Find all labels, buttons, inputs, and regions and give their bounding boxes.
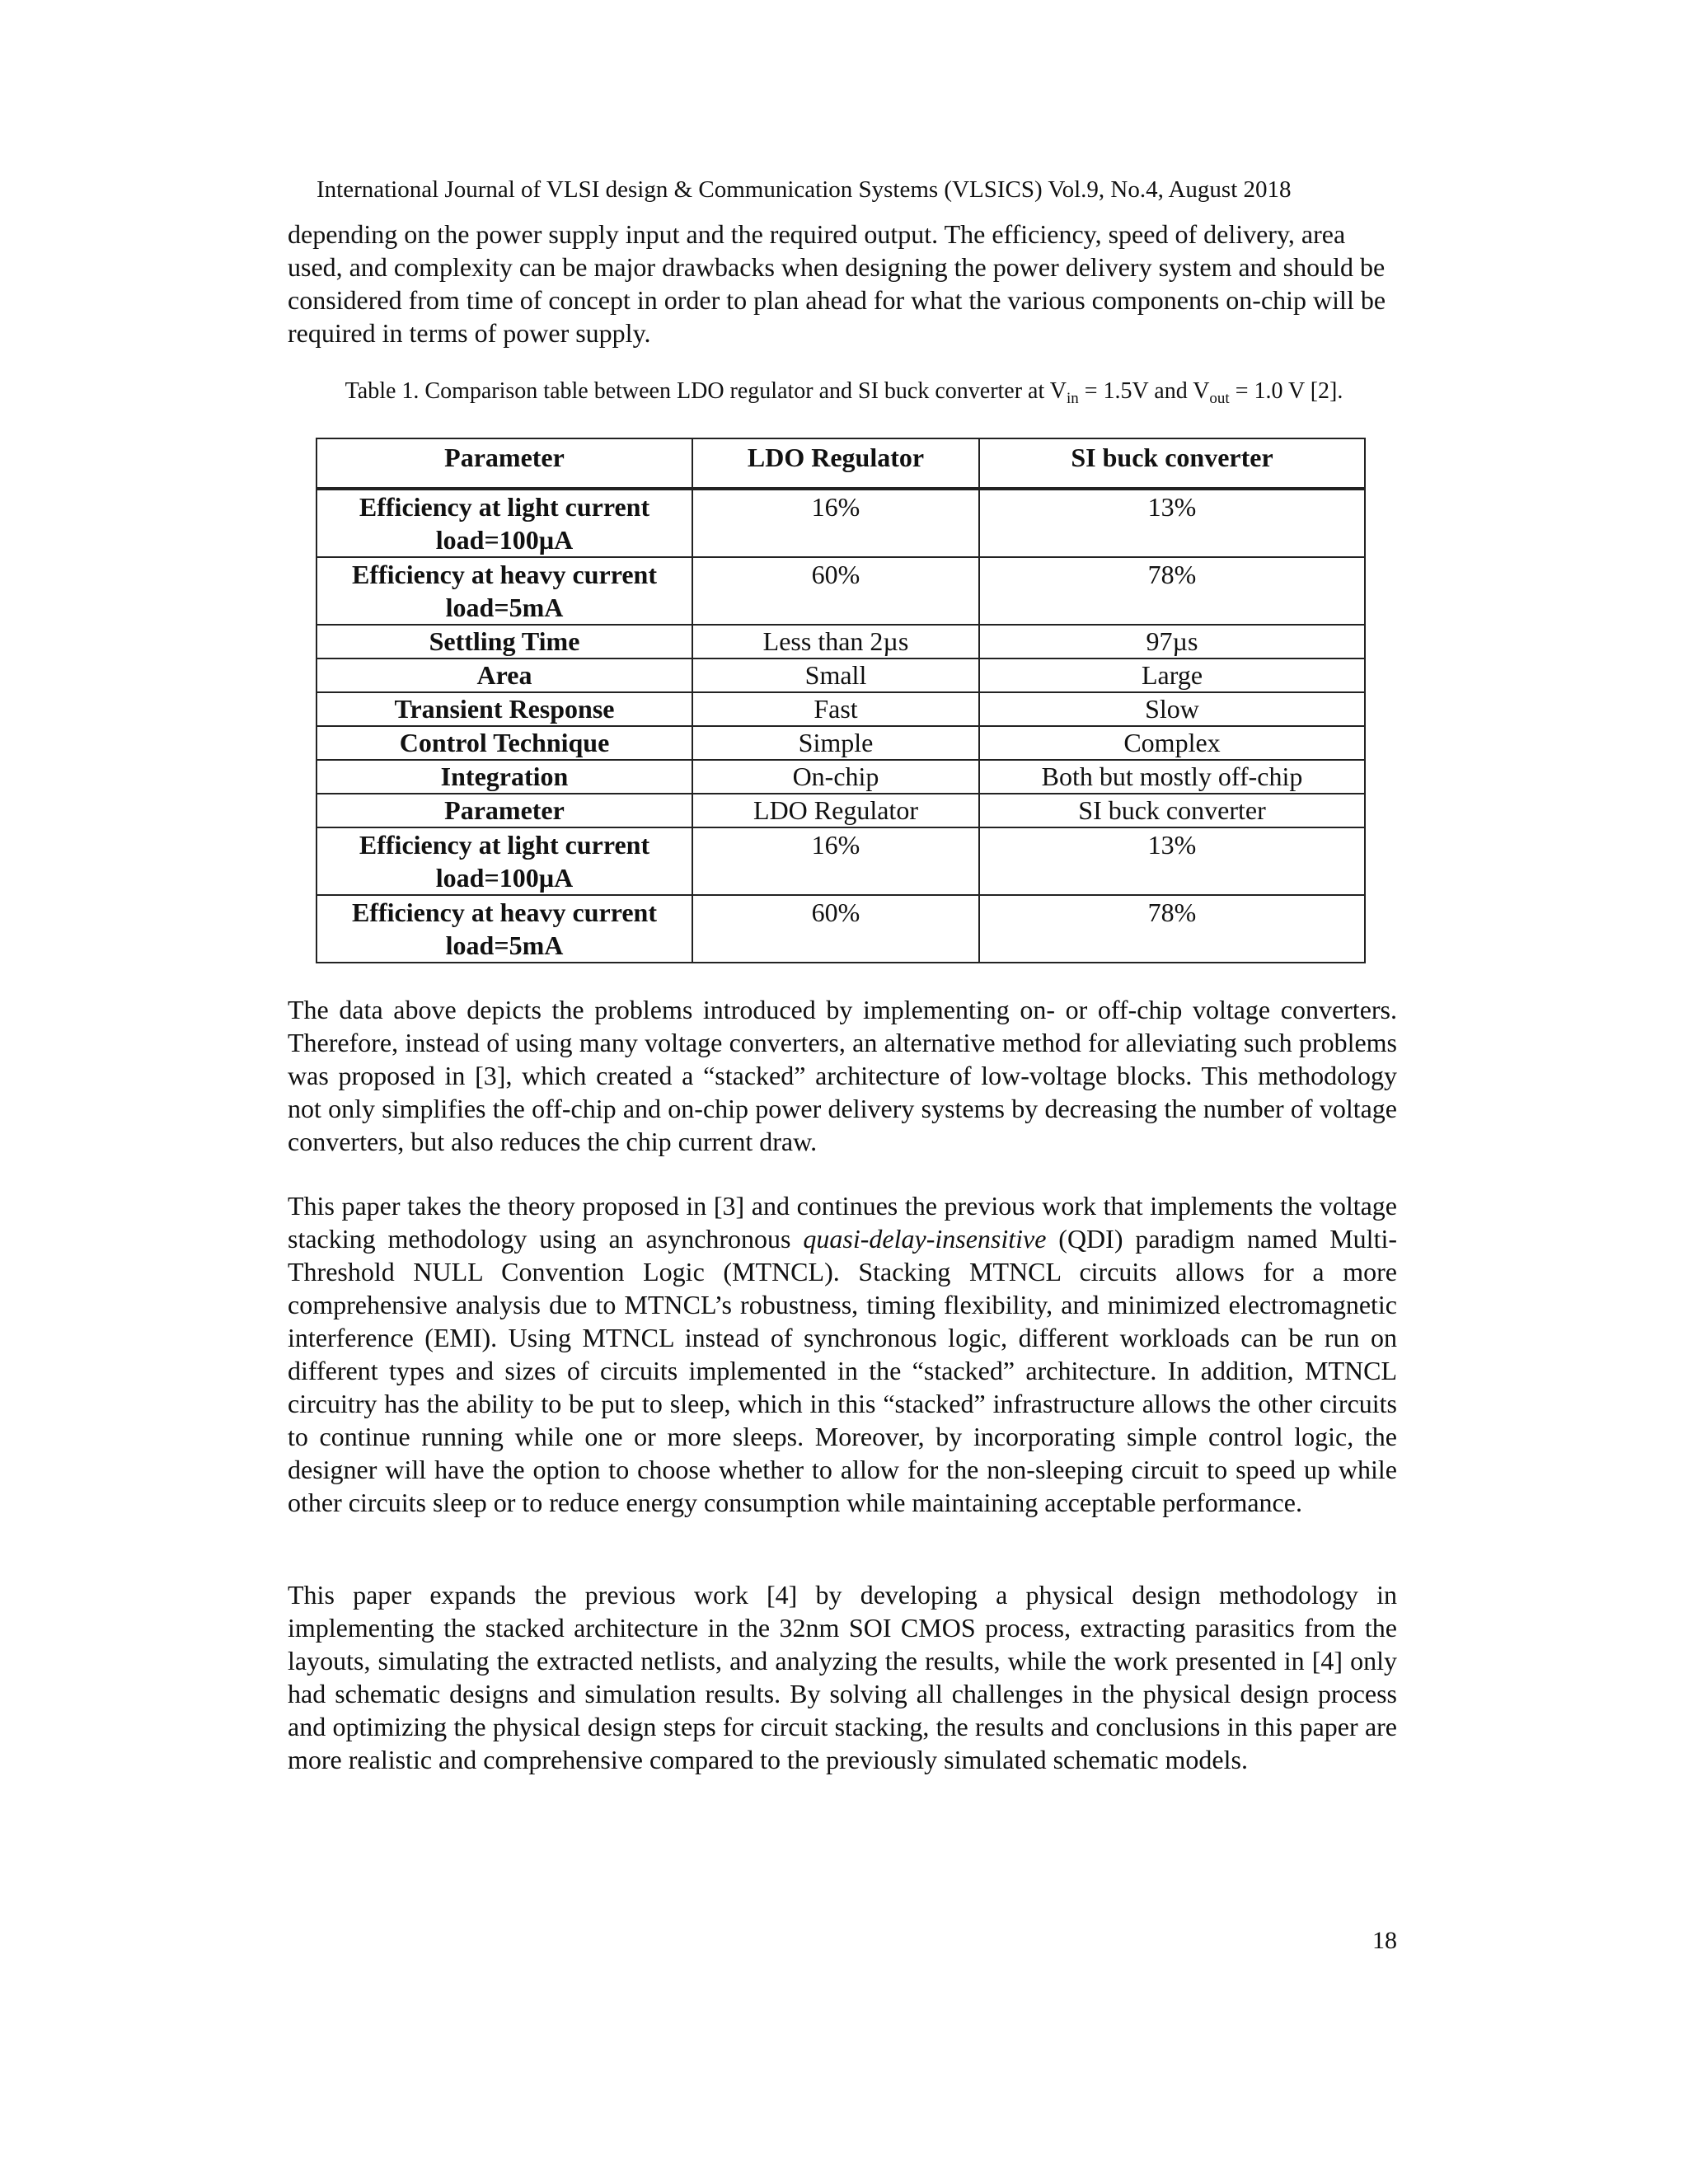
- table-caption: [316, 378, 1372, 407]
- caption-text-2: = 1.5V and V: [1078, 378, 1210, 404]
- caption-text-1: Table 1. Comparison table between LDO regulator and SI buck converter at V: [345, 378, 1067, 404]
- row-si-value: Both but mostly off-chip: [979, 760, 1365, 794]
- row-si-value: Slow: [979, 692, 1365, 726]
- table-row: [316, 489, 1365, 557]
- row-ldo-value: Less than 2µs: [692, 625, 979, 658]
- table-row: [316, 760, 1365, 794]
- paragraph-theory-part2: (QDI) paradigm named Multi-Threshold NULL Convention Logic (MTNCL). Stacking MTNCL circuits allows for a more comprehensive analysis due to MTNCL’s robustness, timing flexibility, and minimized electromagnetic interference (EMI). Using MTNCL instead of synchronous logic, different workloads can be run on different types and sizes of circuits implemented in the “stacked” architecture. In addition, MTNCL circuitry has the ability to be put to sleep, which in this “stacked” infrastructure allows the other circuits to continue running while one or more sleeps. Moreover, by incorporating simple control logic, the designer will have the option to choose whether to allow for the non-sleeping circuit to speed up while other circuits sleep or to reduce energy consumption while maintaining acceptable performance.: [288, 1224, 1398, 1517]
- row-parameter: Settling Time: [316, 625, 692, 658]
- row-si-value: Complex: [979, 726, 1365, 760]
- table-row: [316, 827, 1365, 895]
- caption-text-3: = 1.0 V [2].: [1229, 378, 1343, 404]
- table-row: [316, 726, 1365, 760]
- row-parameter: Efficiency at heavy current load=5mA: [316, 895, 692, 963]
- row-si-value: 78%: [979, 557, 1365, 625]
- caption-sub-out: out: [1209, 390, 1230, 407]
- row-ldo-value: Simple: [692, 726, 979, 760]
- header-parameter: Parameter: [316, 438, 692, 489]
- row-si-value: 13%: [979, 489, 1365, 557]
- header-si-buck: SI buck converter: [979, 438, 1365, 489]
- row-parameter: Control Technique: [316, 726, 692, 760]
- paragraph-expands: This paper expands the previous work [4] by developing a physical design methodology in implementing the stacked architecture in the 32nm SOI CMOS process, extracting parasitics from the layouts, simulating the extracted netlists, and analyzing the results, while the work presented in [4] only had schematic designs and simulation results. By solving all challenges in the physical design process and optimizing the physical design steps for circuit stacking, the results and conclusions in this paper are more realistic and comprehensive compared to the previously simulated schematic models.: [288, 1580, 1397, 1774]
- comparison-table: [316, 438, 1366, 963]
- table-row: [316, 557, 1365, 625]
- paragraph-theory-italic: quasi-delay-insensitive: [803, 1224, 1047, 1254]
- table-row: [316, 625, 1365, 658]
- row-si-value: Large: [979, 658, 1365, 692]
- row-si-value: 13%: [979, 827, 1365, 895]
- header-ldo: LDO Regulator: [692, 438, 979, 489]
- row-parameter: Area: [316, 658, 692, 692]
- row-ldo-value: 16%: [692, 489, 979, 557]
- table-header-row: [316, 438, 1365, 489]
- table-row: [316, 658, 1365, 692]
- row-ldo-value: 60%: [692, 557, 979, 625]
- caption-sub-in: in: [1066, 390, 1079, 407]
- journal-header: International Journal of VLSI design & Communication Systems (VLSICS) Vol.9, No.4, August 2018: [316, 176, 1292, 203]
- paragraph-problems: The data above depicts the problems introduced by implementing on- or off-chip voltage converters. Therefore, instead of using many voltage converters, an alternative method for alleviating such problems was proposed in [3], which created a “stacked” architecture of low-voltage blocks. This methodology not only simplifies the off-chip and on-chip power delivery systems by decreasing the number of voltage converters, but also reduces the chip current draw.: [288, 995, 1397, 1156]
- table-row: [316, 692, 1365, 726]
- row-parameter: Efficiency at light current load=100µA: [316, 489, 692, 557]
- row-ldo-value: Small: [692, 658, 979, 692]
- row-ldo-value: 60%: [692, 895, 979, 963]
- page-number: 18: [1372, 1927, 1397, 1954]
- paragraph-theory: [288, 1189, 1397, 1519]
- paragraph-theory-part1: This paper takes the theory proposed in [3] and continues the previous work that implements the voltage stacking methodology using an asynchronous: [288, 1191, 1397, 1254]
- row-parameter: Parameter: [316, 794, 692, 827]
- row-parameter: Integration: [316, 760, 692, 794]
- row-ldo-value: 16%: [692, 827, 979, 895]
- row-ldo-value: Fast: [692, 692, 979, 726]
- row-si-value: 97µs: [979, 625, 1365, 658]
- row-parameter: Efficiency at heavy current load=5mA: [316, 557, 692, 625]
- row-si-value: SI buck converter: [979, 794, 1365, 827]
- paragraph-intro: depending on the power supply input and the required output. The efficiency, speed of delivery, area used, and complexity can be major drawbacks when designing the power delivery system and should be considered from time of concept in order to plan ahead for what the various components on-chip will be required in terms of power supply.: [288, 219, 1386, 348]
- row-ldo-value: On-chip: [692, 760, 979, 794]
- row-si-value: 78%: [979, 895, 1365, 963]
- row-parameter: Efficiency at light current load=100µA: [316, 827, 692, 895]
- table-row: [316, 895, 1365, 963]
- row-parameter: Transient Response: [316, 692, 692, 726]
- table-row: [316, 794, 1365, 827]
- row-ldo-value: LDO Regulator: [692, 794, 979, 827]
